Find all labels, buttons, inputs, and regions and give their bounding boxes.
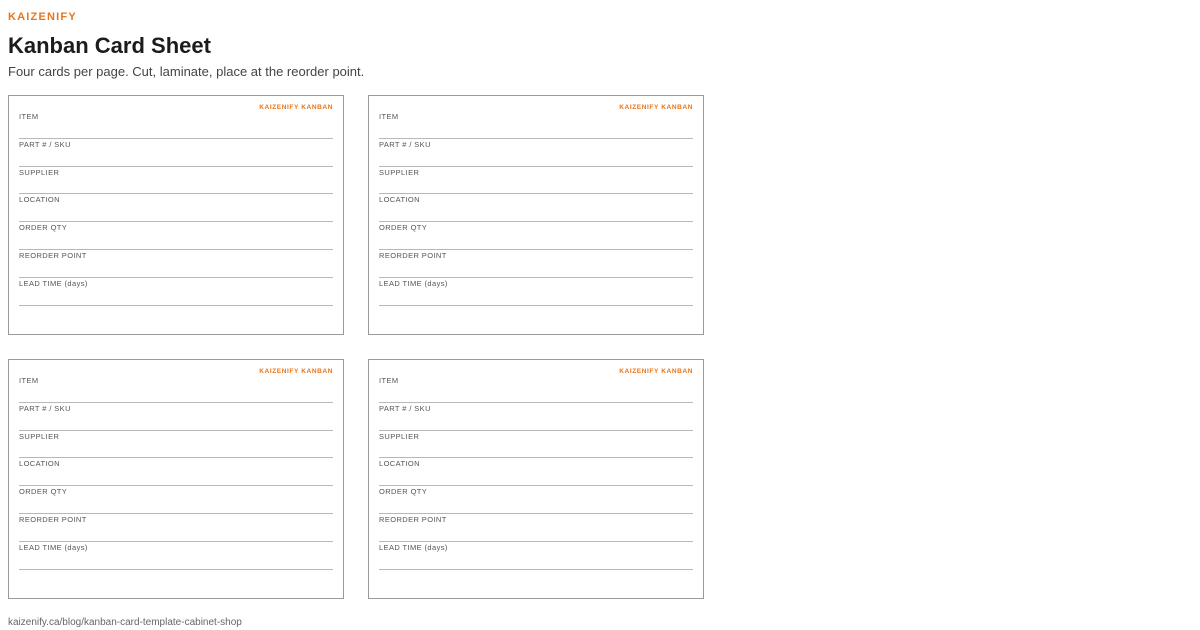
field-label: LEAD TIME (days) <box>379 278 448 288</box>
field-label: REORDER POINT <box>19 514 87 524</box>
field-order-qty[interactable] <box>379 486 693 514</box>
field-reorder-point[interactable] <box>19 514 333 542</box>
field-location[interactable] <box>19 194 333 222</box>
field-label: ORDER QTY <box>379 487 428 497</box>
field-supplier[interactable] <box>19 431 333 459</box>
field-label: PART # / SKU <box>379 139 431 149</box>
card-fields <box>19 111 333 306</box>
field-lead-time[interactable] <box>19 278 333 306</box>
field-label: ITEM <box>379 376 399 385</box>
field-label: REORDER POINT <box>19 250 87 260</box>
card-fields <box>379 375 693 570</box>
field-item[interactable] <box>379 111 693 139</box>
page-title: Kanban Card Sheet <box>8 33 211 58</box>
field-part-sku[interactable] <box>19 403 333 431</box>
field-label: REORDER POINT <box>379 250 447 260</box>
field-label: PART # / SKU <box>19 139 71 149</box>
field-location[interactable] <box>379 194 693 222</box>
field-lead-time[interactable] <box>379 542 693 570</box>
kanban-card <box>368 95 704 335</box>
field-location[interactable] <box>379 458 693 486</box>
field-item[interactable] <box>19 375 333 403</box>
field-label: LOCATION <box>379 459 420 469</box>
field-lead-time[interactable] <box>19 542 333 570</box>
field-reorder-point[interactable] <box>379 250 693 278</box>
field-label: PART # / SKU <box>379 403 431 413</box>
field-order-qty[interactable] <box>19 486 333 514</box>
field-label: ORDER QTY <box>19 487 68 497</box>
page-subtitle: Four cards per page. Cut, laminate, place at the reorder point. <box>8 64 365 79</box>
field-label: SUPPLIER <box>19 167 60 177</box>
field-supplier[interactable] <box>19 167 333 195</box>
field-label: LEAD TIME (days) <box>19 278 88 288</box>
field-label: LEAD TIME (days) <box>379 542 448 552</box>
field-order-qty[interactable] <box>379 222 693 250</box>
field-label: ORDER QTY <box>19 223 68 233</box>
field-lead-time[interactable] <box>379 278 693 306</box>
field-part-sku[interactable] <box>379 403 693 431</box>
field-supplier[interactable] <box>379 431 693 459</box>
kanban-card <box>368 359 704 599</box>
field-order-qty[interactable] <box>19 222 333 250</box>
brand-label: KAIZENIFY <box>8 11 77 23</box>
field-item[interactable] <box>19 111 333 139</box>
card-tag: KAIZENIFY KANBAN <box>259 368 333 375</box>
field-label: ITEM <box>379 112 399 121</box>
card-grid <box>8 95 704 599</box>
field-item[interactable] <box>379 375 693 403</box>
field-supplier[interactable] <box>379 167 693 195</box>
card-tag: KAIZENIFY KANBAN <box>619 104 693 111</box>
kanban-card <box>8 359 344 599</box>
field-label: LEAD TIME (days) <box>19 542 88 552</box>
kanban-card <box>8 95 344 335</box>
field-location[interactable] <box>19 458 333 486</box>
field-label: ITEM <box>19 376 39 385</box>
field-label: ITEM <box>19 112 39 121</box>
field-label: LOCATION <box>19 459 60 469</box>
field-label: REORDER POINT <box>379 514 447 524</box>
field-label: SUPPLIER <box>19 431 60 441</box>
card-tag: KAIZENIFY KANBAN <box>619 368 693 375</box>
source-url: kaizenify.ca/blog/kanban-card-template-cabinet-shop <box>8 617 242 628</box>
field-reorder-point[interactable] <box>379 514 693 542</box>
field-label: ORDER QTY <box>379 223 428 233</box>
field-label: LOCATION <box>19 195 60 205</box>
field-part-sku[interactable] <box>19 139 333 167</box>
field-label: SUPPLIER <box>379 167 420 177</box>
card-fields <box>19 375 333 570</box>
field-part-sku[interactable] <box>379 139 693 167</box>
field-label: SUPPLIER <box>379 431 420 441</box>
field-label: LOCATION <box>379 195 420 205</box>
card-tag: KAIZENIFY KANBAN <box>259 104 333 111</box>
field-label: PART # / SKU <box>19 403 71 413</box>
field-reorder-point[interactable] <box>19 250 333 278</box>
card-fields <box>379 111 693 306</box>
